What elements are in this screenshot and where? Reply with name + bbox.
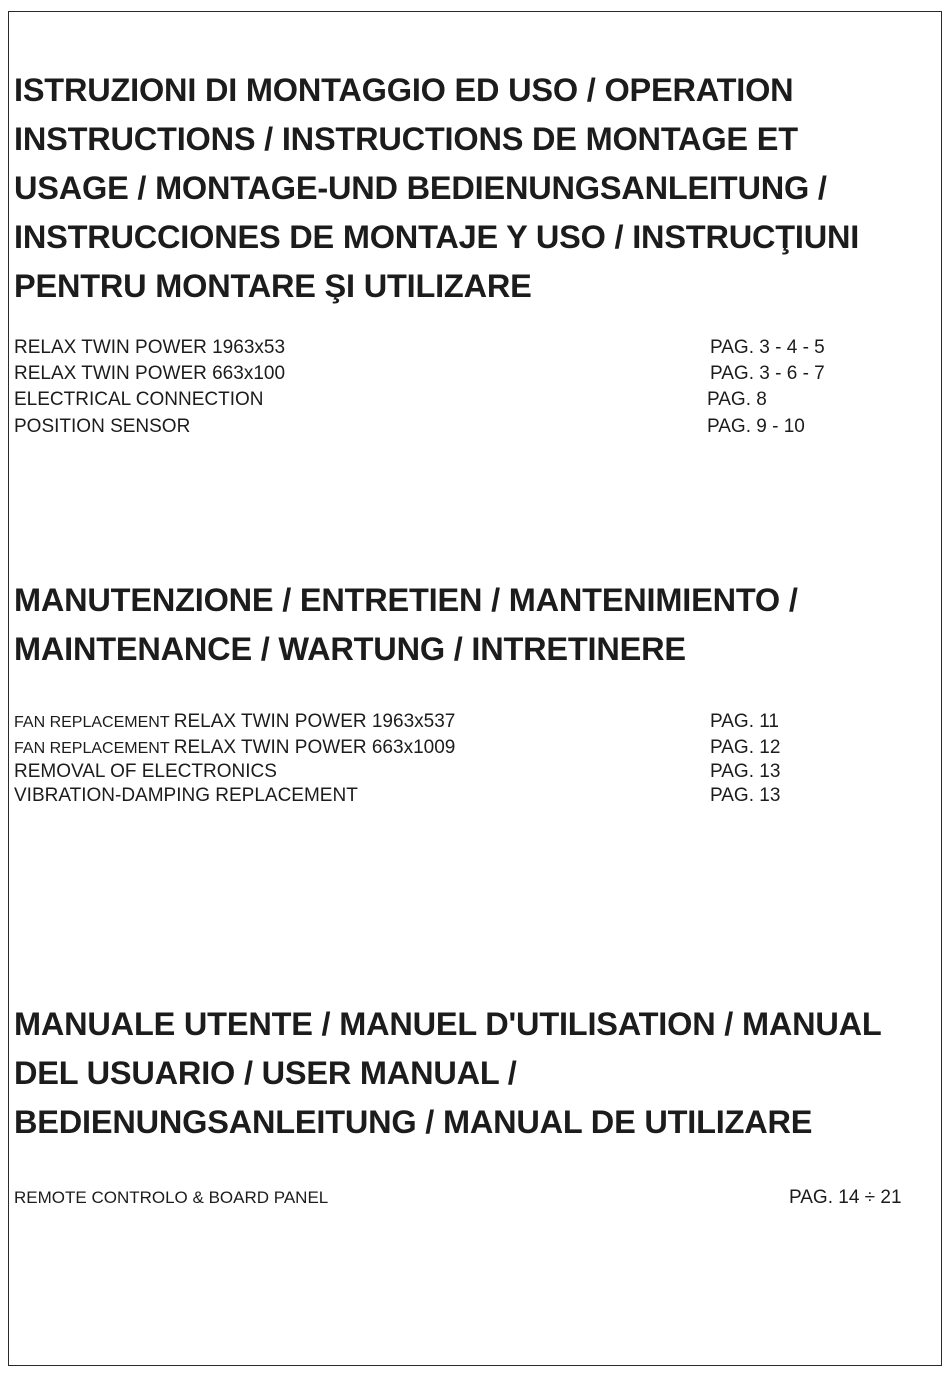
heading-line: MAINTENANCE / WARTUNG / INTRETINERE — [14, 631, 686, 667]
heading-line: ISTRUZIONI DI MONTAGGIO ED USO / OPERATION — [14, 72, 794, 108]
toc-entry-page: PAG. 13 — [710, 761, 781, 782]
toc-entry-prefix: FAN REPLACEMENT — [14, 740, 174, 757]
toc-entry-page: PAG. 12 — [710, 737, 781, 758]
toc-entry-title: VIBRATION-DAMPING REPLACEMENT — [14, 785, 358, 806]
toc-entry-page: PAG. 14 ÷ 21 — [789, 1187, 902, 1208]
heading-line: MANUTENZIONE / ENTRETIEN / MANTENIMIENTO / — [14, 582, 798, 618]
section-heading-user-manual — [14, 1000, 882, 1147]
toc-entry — [14, 735, 950, 761]
toc-entry — [14, 335, 950, 361]
toc-entry-model: RELAX TWIN POWER 1963x537 — [173, 711, 456, 732]
heading-line: USAGE / MONTAGE-UND BEDIENUNGSANLEITUNG / — [14, 170, 827, 206]
heading-line: DEL USUARIO / USER MANUAL / — [14, 1055, 517, 1091]
toc-entry-title: POSITION SENSOR — [14, 416, 191, 437]
section-heading-maintenance — [14, 576, 798, 674]
toc-entry-prefix: FAN REPLACEMENT — [14, 714, 174, 731]
toc-entry-title: RELAX TWIN POWER 1963x53 — [14, 337, 286, 358]
toc-entry — [14, 709, 950, 735]
toc-entry-page: PAG. 11 — [710, 711, 779, 732]
toc-entry-title: ELECTRICAL CONNECTION — [14, 389, 264, 410]
toc-entry-page: PAG. 8 — [707, 389, 767, 410]
heading-line: INSTRUCCIONES DE MONTAJE Y USO / INSTRUCŢIUNI — [14, 219, 860, 255]
heading-line: BEDIENUNGSANLEITUNG / MANUAL DE UTILIZARE — [14, 1104, 813, 1140]
toc-entry-title: REMOTE CONTROLO & BOARD PANEL — [14, 1188, 329, 1207]
toc-entry-title — [14, 735, 455, 762]
section-heading-assembly — [14, 66, 859, 311]
heading-line: MANUALE UTENTE / MANUEL D'UTILISATION / MANUAL — [14, 1006, 882, 1042]
toc-entry — [14, 783, 950, 809]
toc-entry-title: RELAX TWIN POWER 663x100 — [14, 363, 286, 384]
toc-entry-title — [14, 709, 455, 736]
toc-entry — [14, 1185, 950, 1211]
toc-entry-page: PAG. 3 - 4 - 5 — [710, 337, 825, 358]
toc-entry-title: REMOVAL OF ELECTRONICS — [14, 761, 277, 782]
toc-entry-page: PAG. 13 — [710, 785, 781, 806]
toc-entry — [14, 361, 950, 387]
toc-entry-page: PAG. 3 - 6 - 7 — [710, 363, 825, 384]
toc-entry — [14, 759, 950, 785]
toc-entry-model: RELAX TWIN POWER 663x1009 — [173, 737, 456, 758]
heading-line: INSTRUCTIONS / INSTRUCTIONS DE MONTAGE ET — [14, 121, 798, 157]
toc-entry — [14, 414, 950, 440]
heading-line: PENTRU MONTARE ŞI UTILIZARE — [14, 268, 532, 304]
toc-entry-page: PAG. 9 - 10 — [707, 416, 805, 437]
toc-entry — [14, 387, 950, 413]
